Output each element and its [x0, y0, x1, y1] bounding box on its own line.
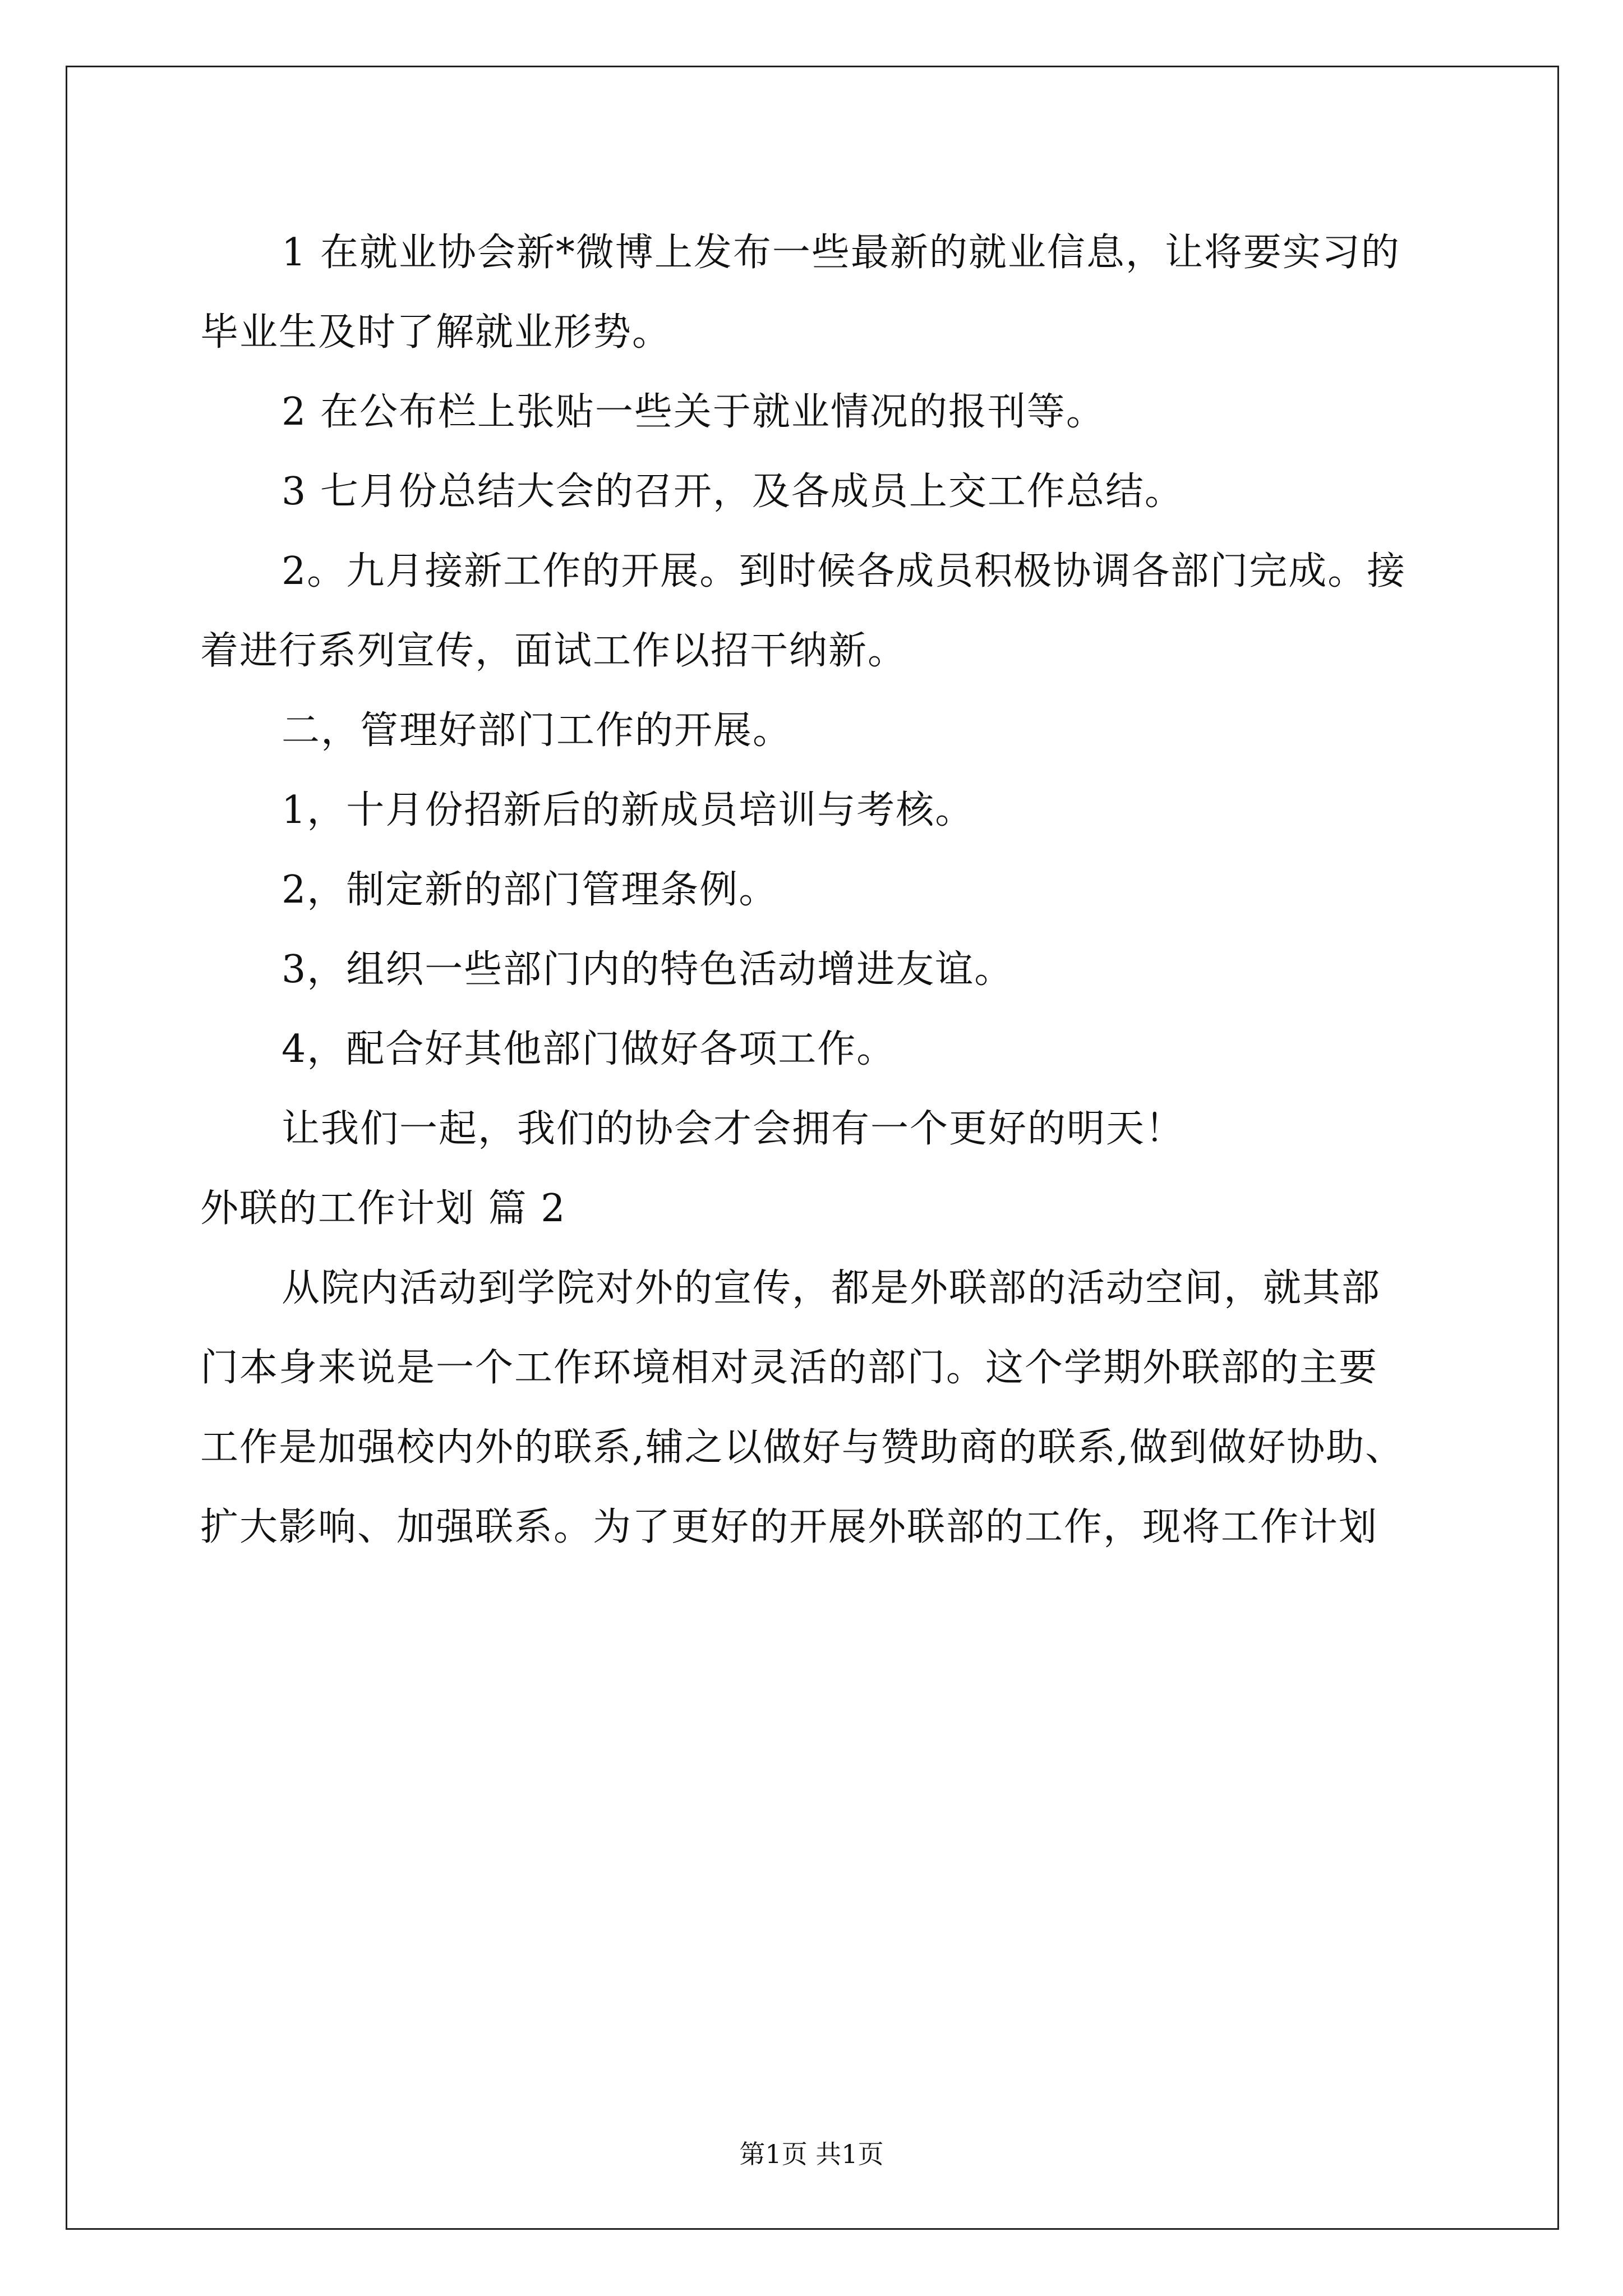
paragraph-line: 工作是加强校内外的联系,辅之以做好与赞助商的联系,做到做好协助、 — [200, 1425, 1405, 1470]
page-footer: 第1页 共1页 — [739, 2139, 884, 2169]
section-heading: 二，管理好部门工作的开展。 — [282, 708, 792, 753]
list-item: 4，配合好其他部门做好各项工作。 — [282, 1027, 896, 1071]
list-item: 1，十月份招新后的新成员培训与考核。 — [282, 788, 975, 832]
paragraph-line: 1 在就业协会新*微博上发布一些最新的就业信息，让将要实习的 — [282, 231, 1400, 275]
list-item: 2，制定新的部门管理条例。 — [282, 868, 778, 912]
paragraph-line: 3 七月份总结大会的召开，及各成员上交工作总结。 — [282, 470, 1184, 514]
document-body — [200, 213, 1428, 1567]
paragraph-line: 2 在公布栏上张贴一些关于就业情况的报刊等。 — [282, 390, 1105, 434]
paragraph-line: 从院内活动到学院对外的宣传，都是外联部的活动空间，就其部 — [282, 1266, 1381, 1310]
article-title: 外联的工作计划 篇 2 — [200, 1186, 566, 1231]
paragraph-line: 让我们一起，我们的协会才会拥有一个更好的明天！ — [282, 1107, 1185, 1151]
paragraph-line: 着进行系列宣传，面试工作以招干纳新。 — [200, 629, 907, 673]
list-item: 3，组织一些部门内的特色活动增进友谊。 — [282, 947, 1014, 992]
paragraph-line: 2。九月接新工作的开展。到时候各成员积极协调各部门完成。接 — [282, 549, 1407, 593]
paragraph-line: 门本身来说是一个工作环境相对灵活的部门。这个学期外联部的主要 — [200, 1346, 1378, 1390]
paragraph-line: 扩大影响、加强联系。为了更好的开展外联部的工作，现将工作计划 — [200, 1505, 1378, 1549]
paragraph-line: 毕业生及时了解就业形势。 — [200, 310, 672, 355]
